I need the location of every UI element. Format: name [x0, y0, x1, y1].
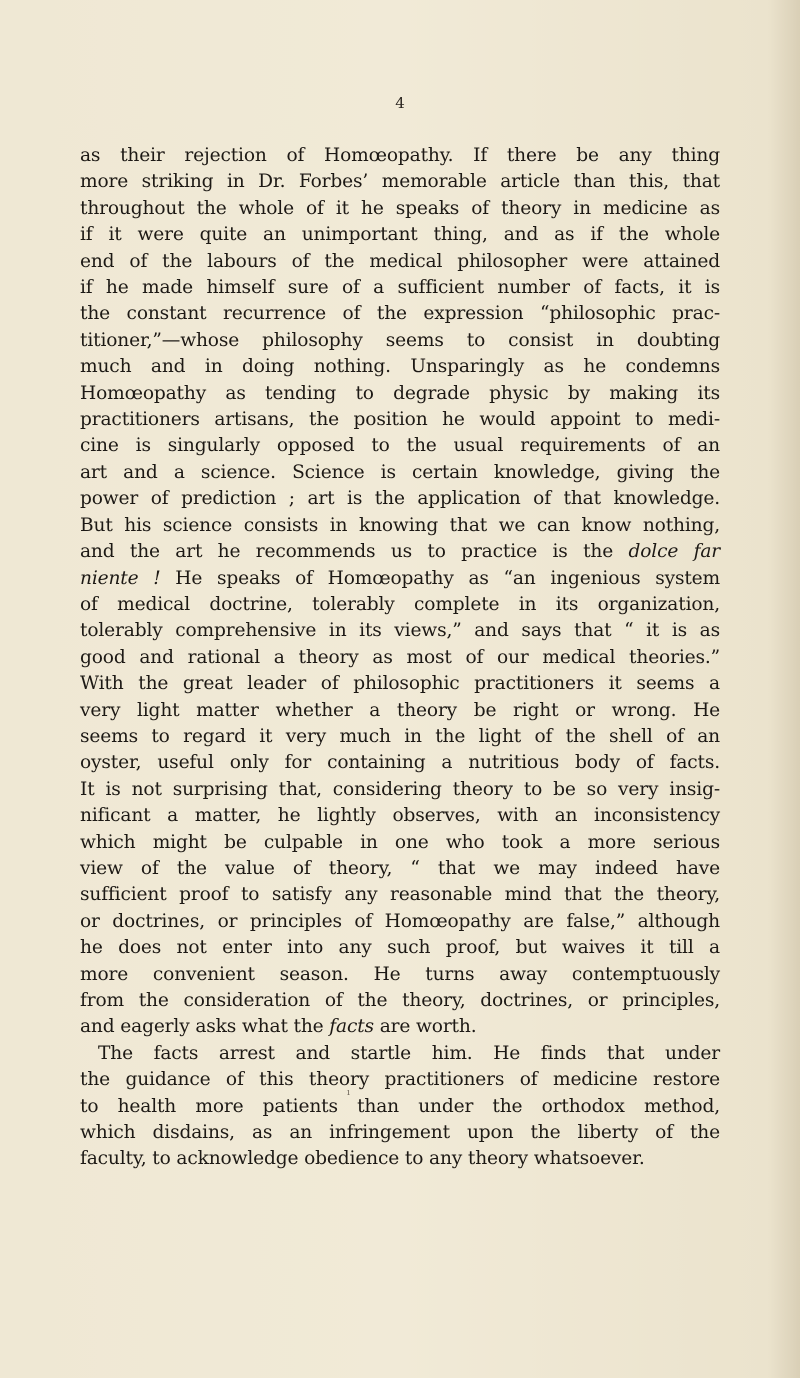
text-line: tolerably comprehensive in its views,” and says that “ it is as: [80, 620, 720, 642]
text-segment: and eagerly asks what the: [80, 1016, 324, 1038]
text-line: much and in doing nothing. Unsparingly as he condemns: [80, 356, 720, 378]
italic-phrase: facts: [329, 1016, 374, 1038]
text-line: With the great leader of philosophic practitioners it seems a: [80, 673, 720, 695]
text-line: more striking in Dr. Forbes’ memorable article than this, that: [80, 171, 720, 193]
text-segment: and the art he recommends us to practice is the: [80, 541, 614, 563]
text-line: Homœopathy as tending to degrade physic by making its: [80, 382, 720, 404]
text-segment: are worth.: [379, 1016, 477, 1038]
italic-phrase: niente !: [80, 567, 161, 589]
text-segment: He speaks of Homœopathy as “an ingenious system: [175, 567, 721, 589]
text-line: as their rejection of Homœopathy. If there be any thing: [80, 145, 720, 166]
text-line: titioner,”—whose philosophy seems to consist in doubting: [80, 329, 720, 351]
text-line: more convenient season. He turns away contemptuously: [80, 963, 720, 985]
text-line: nificant a matter, he lightly observes, with an inconsistency: [80, 805, 720, 827]
text-line: cine is singularly opposed to the usual requirements of an: [80, 435, 720, 457]
italic-phrase: dolce far: [628, 541, 720, 563]
text-line-with-italic: [80, 539, 720, 565]
text-line: practitioners artisans, the position he would appoint to medi-: [80, 409, 720, 431]
text-line: power of prediction ; art is the application of that knowledge.: [80, 488, 720, 510]
text-line: which disdains, as an infringement upon the liberty of the: [80, 1122, 720, 1144]
text-line: oyster, useful only for containing a nutritious body of facts.: [80, 752, 720, 774]
text-line: throughout the whole of it he speaks of theory in medicine as: [80, 197, 720, 219]
text-line: very light matter whether a theory be right or wrong. He: [80, 699, 720, 721]
text-line: he does not enter into any such proof, but waives it till a: [80, 937, 720, 959]
text-line: or doctrines, or principles of Homœopathy are false,” although: [80, 910, 720, 932]
text-line: from the consideration of the theory, doctrines, or principles,: [80, 990, 720, 1011]
text-line: of medical doctrine, tolerably complete in its organization,: [80, 593, 720, 615]
text-line: end of the labours of the medical philosopher were attained: [80, 250, 720, 272]
text-line: if he made himself sure of a sufficient number of facts, it is: [80, 277, 720, 299]
text-line: good and rational a theory as most of our medical theories.”: [80, 646, 720, 668]
text-line: sufficient proof to satisfy any reasonable mind that the theory,: [80, 884, 720, 906]
text-line-with-italic: [80, 1014, 720, 1040]
text-line: The facts arrest and startle him. He finds that under: [98, 1042, 720, 1064]
text-line: But his science consists in knowing that we can know nothing,: [80, 514, 720, 536]
stray-print-mark: ı: [347, 1088, 350, 1098]
text-line: faculty, to acknowledge obedience to any theory whatsoever.: [80, 1148, 645, 1170]
body-text: [80, 143, 720, 1173]
text-line: It is not surprising that, considering theory to be so very insig-: [80, 778, 720, 800]
text-line-with-italic: [80, 566, 720, 592]
text-line: which might be culpable in one who took a more serious: [80, 831, 720, 853]
text-line: the guidance of this theory practitioners of medicine restore: [80, 1069, 720, 1091]
text-line: the constant recurrence of the expression “philosophic prac-: [80, 303, 720, 325]
text-line: if it were quite an unimportant thing, and as if the whole: [80, 224, 720, 246]
text-line: seems to regard it very much in the light of the shell of an: [80, 725, 720, 747]
page-number: 4: [395, 94, 405, 112]
text-line: art and a science. Science is certain knowledge, giving the: [80, 461, 720, 483]
text-line: to health more patients than under the orthodox method,: [80, 1095, 720, 1117]
text-line: view of the value of theory, “ that we may indeed have: [80, 857, 720, 879]
